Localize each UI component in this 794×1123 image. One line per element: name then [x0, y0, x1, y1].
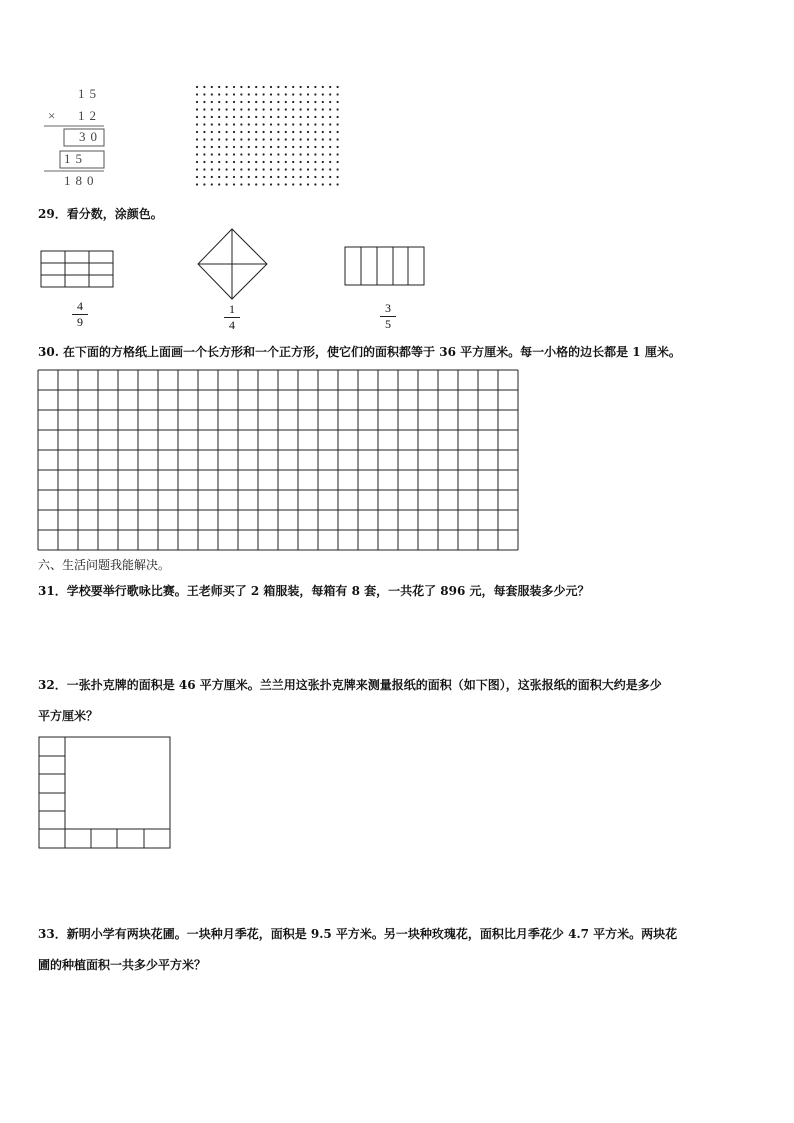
- multiplicand: 15: [78, 86, 101, 101]
- times-sign: ×: [48, 108, 61, 123]
- question-30: 30. 在下面的方格纸上面画一个长方形和一个正方形，使它们的面积都等于 36 平方厘米。每一小格的边长都是 1 厘米。: [38, 345, 681, 359]
- numerator: 3: [385, 301, 391, 315]
- denominator: 4: [229, 318, 235, 332]
- partial-product-1: 30: [79, 129, 102, 144]
- newspaper-with-cards: [0, 0, 200, 860]
- question-33-line-2: 圃的种植面积一共多少平方米？: [38, 958, 207, 972]
- product: 180: [64, 173, 99, 188]
- numerator: 4: [77, 299, 83, 313]
- section-title: 六、生活问题我能解决。: [38, 558, 171, 572]
- question-29: 29．看分数，涂颜色。: [38, 207, 163, 221]
- denominator: 9: [77, 315, 83, 329]
- multiplier: 12: [78, 108, 101, 123]
- denominator: 5: [385, 317, 391, 331]
- question-32-line-2: 平方厘米？: [38, 709, 99, 723]
- question-33-line-1: 33．新明小学有两块花圃。一块种月季花，面积是 9.5 平方米。另一块种玫瑰花，面积比月季花少 4.7 平方米。两块花: [38, 927, 678, 941]
- numerator: 1: [229, 302, 235, 316]
- question-31: 31．学校要举行歌咏比赛。王老师买了 2 箱服装，每箱有 8 套，一共花了 896 元，每套服装多少元？: [38, 584, 590, 598]
- partial-product-2: 15: [64, 151, 87, 166]
- question-32-line-1: 32．一张扑克牌的面积是 46 平方厘米。兰兰用这张扑克牌来测量报纸的面积（如下图），这张报纸的面积大约是多少: [38, 678, 662, 692]
